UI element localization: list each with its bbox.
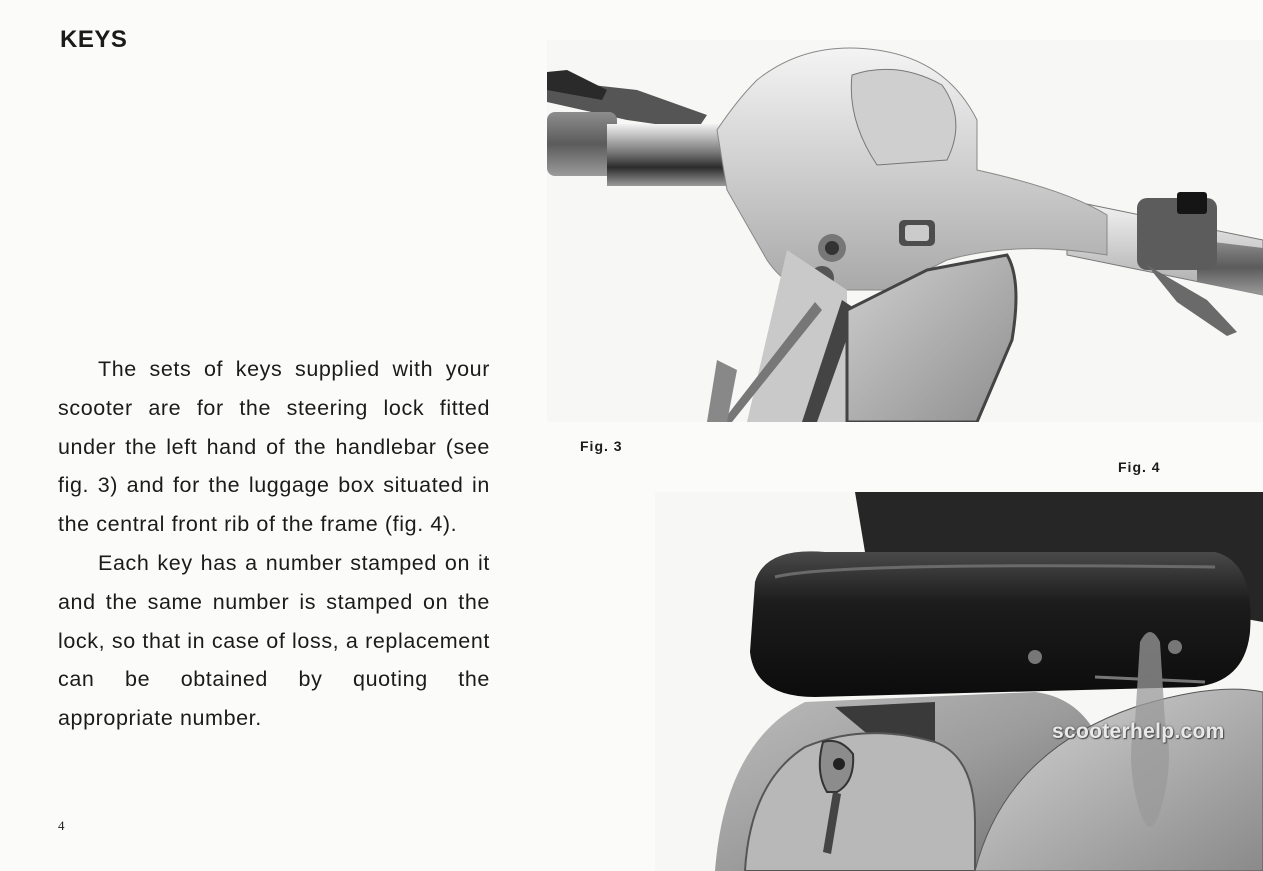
fig4-seat-key-photo [655,492,1263,871]
paragraph-key-number: Each key has a number stamped on it and the same number is stamped on the lock, so that in case of loss, a replacement can be obtained by quoting the appropriate number. [58,550,490,731]
scooterhelp-watermark: scooterhelp.com [1052,720,1225,743]
fig3-label: Fig. 3 [580,438,623,454]
paragraph-keys-purpose: The sets of keys supplied with your scooter are for the steering lock fitted under the left hand of the handlebar (see fig. 3) and for the luggage box situated in the central front rib of the frame (fig. 4). [58,357,490,537]
page-title: KEYS [60,26,128,53]
fig3-handlebar-photo [547,40,1263,422]
page-number: 4 [58,818,65,833]
body-text [58,350,490,738]
fig4-label: Fig. 4 [1118,459,1161,475]
